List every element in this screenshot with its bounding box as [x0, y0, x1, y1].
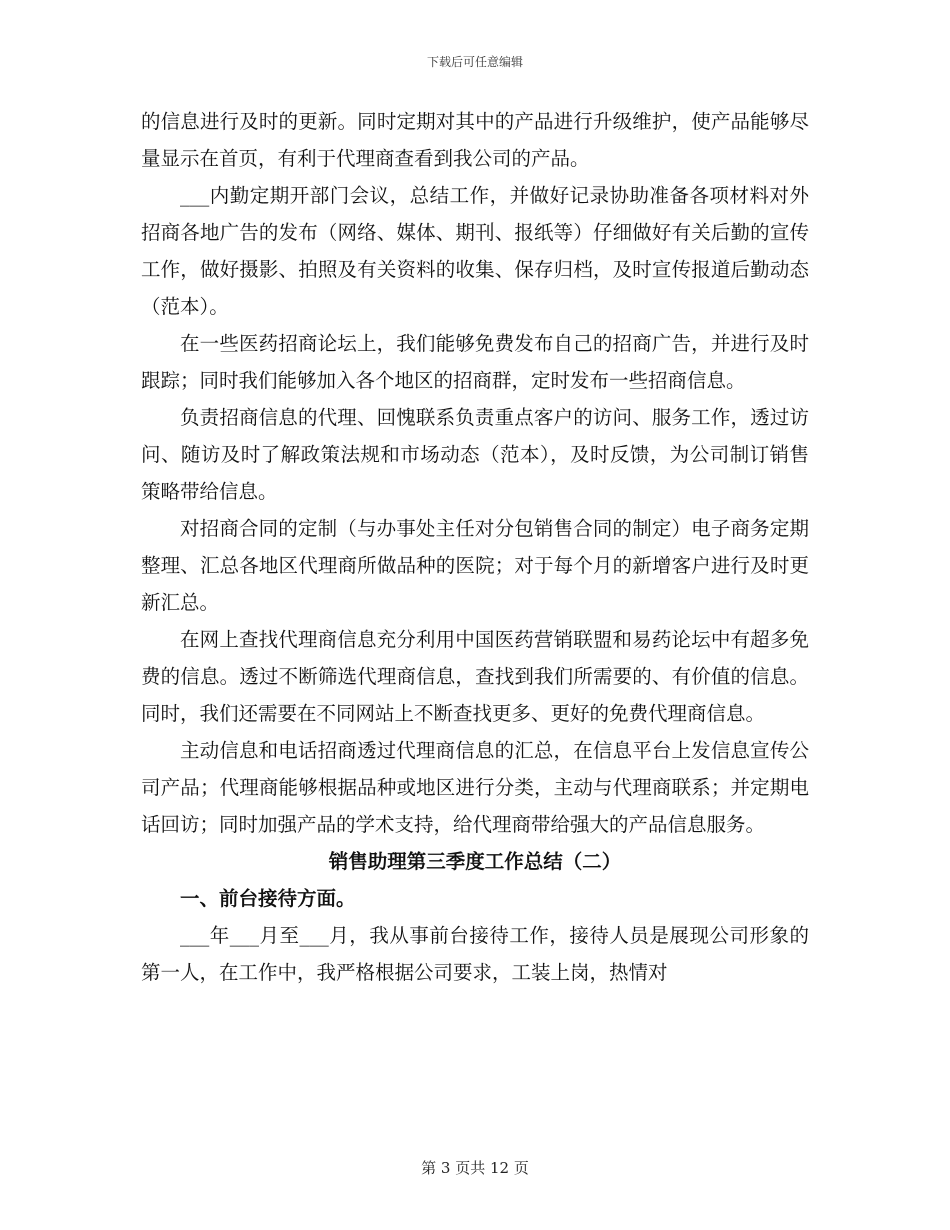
paragraph-8: ___年___月至___月，我从事前台接待工作，接待人员是展现公司形象的第一人，在工作中，我严格根据公司要求，工装上岗，热情对: [141, 924, 809, 984]
paragraph-5: 对招商合同的定制（与办事处主任对分包销售合同的制定）电子商务定期整理、汇总各地区代理商所做品种的医院；对于每个月的新增客户进行及时更新汇总。: [141, 517, 809, 614]
paragraph-4: 负责招商信息的代理、回愧联系负责重点客户的访问、服务工作，透过访问、随访及时了解政策法规和市场动态（范本），及时反馈，为公司制订销售策略带给信息。: [141, 406, 809, 503]
page-footer: 第 3 页共 12 页: [421, 1159, 529, 1177]
document-body: [141, 103, 809, 991]
paragraph-6: 在网上查找代理商信息充分利用中国医药营销联盟和易药论坛中有超多免费的信息。透过不断筛选代理商信息，查找到我们所需要的、有价值的信息。同时，我们还需要在不同网站上不断查找更多、更好的免费代理商信息。: [141, 628, 809, 725]
paragraph-3: 在一些医药招商论坛上，我们能够免费发布自己的招商广告，并进行及时跟踪；同时我们能够加入各个地区的招商群，定时发布一些招商信息。: [141, 332, 809, 392]
section-heading: 一、前台接待方面。: [180, 887, 356, 910]
page-header: 下载后可任意编辑: [426, 55, 523, 69]
paragraph-1: 的信息进行及时的更新。同时定期对其中的产品进行升级维护，使产品能够尽量显示在首页，有利于代理商查看到我公司的产品。: [141, 110, 809, 170]
paragraph-7: 主动信息和电话招商透过代理商信息的汇总，在信息平台上发信息宣传公司产品；代理商能够根据品种或地区进行分类，主动与代理商联系；并定期电话回访；同时加强产品的学术支持，给代理商带给强大的产品信息服务。: [141, 739, 809, 836]
section-title: 销售助理第三季度工作总结（二）: [328, 850, 622, 873]
paragraph-2: ___内勤定期开部门会议，总结工作，并做好记录协助准备各项材料对外招商各地广告的发布（网络、媒体、期刊、报纸等）仔细做好有关后勤的宣传工作，做好摄影、拍照及有关资料的收集、保存归档，及时宣传报道后勤动态（范本）。: [141, 184, 809, 318]
